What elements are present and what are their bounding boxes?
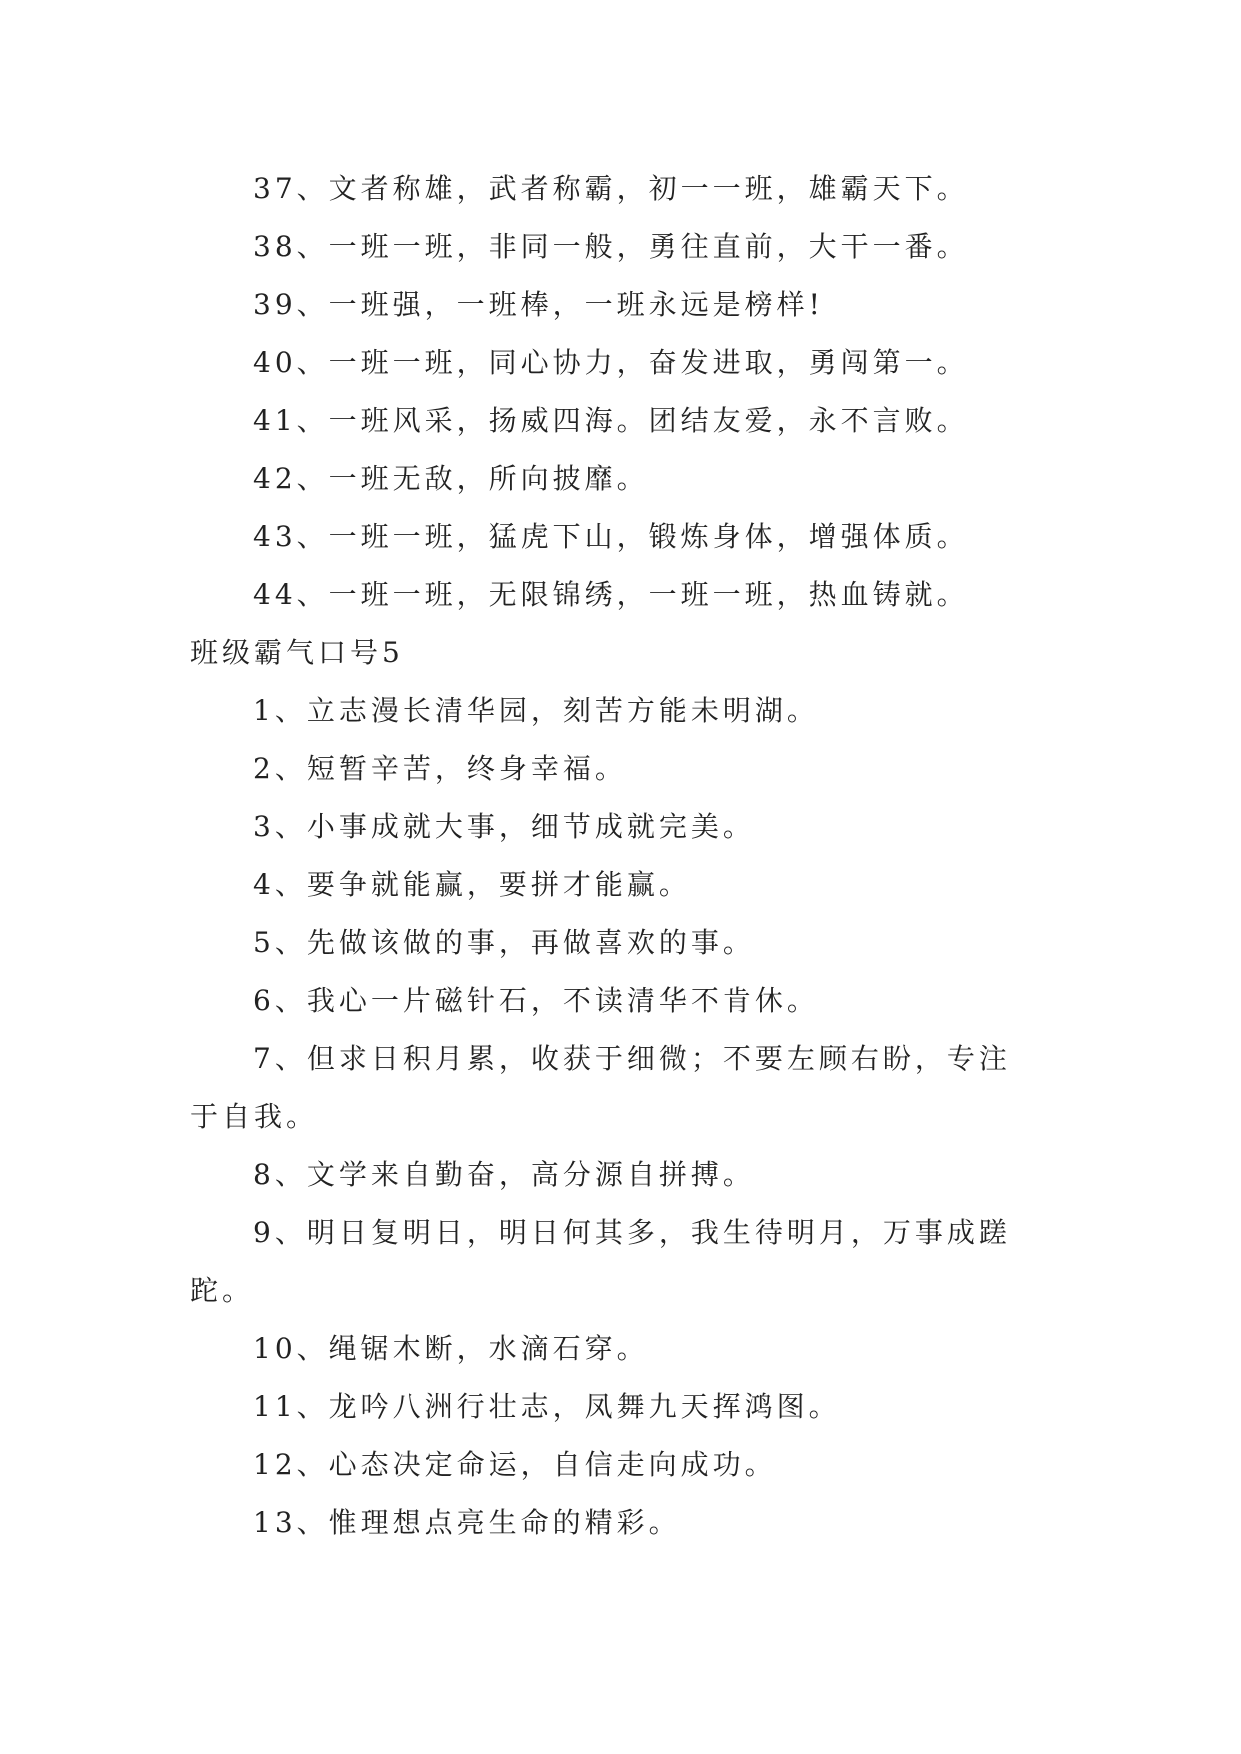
slogan-item: 6、我心一片磁针石，不读清华不肯休。 (253, 984, 819, 1017)
slogan-item: 13、惟理想点亮生命的精彩。 (253, 1506, 681, 1539)
slogan-item: 38、一班一班，非同一般，勇往直前，大干一番。 (253, 230, 969, 263)
slogan-continuation: 跎。 (190, 1274, 255, 1307)
slogan-item: 5、先做该做的事，再做喜欢的事。 (253, 926, 755, 959)
slogan-item: 10、绳锯木断，水滴石穿。 (253, 1332, 649, 1365)
slogan-item: 3、小事成就大事，细节成就完美。 (253, 810, 755, 843)
slogan-item: 1、立志漫长清华园，刻苦方能未明湖。 (253, 694, 819, 727)
document-body (190, 160, 1048, 1552)
slogan-item: 4、要争就能赢，要拼才能赢。 (253, 868, 691, 901)
slogan-item: 37、文者称雄，武者称霸，初一一班，雄霸天下。 (253, 172, 969, 205)
section-heading: 班级霸气口号5 (190, 636, 404, 669)
slogan-item: 44、一班一班，无限锦绣，一班一班，热血铸就。 (253, 578, 969, 611)
slogan-item: 39、一班强，一班棒，一班永远是榜样! (253, 288, 824, 321)
slogan-continuation: 于自我。 (190, 1100, 319, 1133)
slogan-item: 7、但求日积月累，收获于细微；不要左顾右盼，专注 (253, 1042, 1011, 1075)
slogan-item: 9、明日复明日，明日何其多，我生待明月，万事成蹉 (253, 1216, 1011, 1249)
slogan-item: 12、心态决定命运，自信走向成功。 (253, 1448, 777, 1481)
slogan-item: 43、一班一班，猛虎下山，锻炼身体，增强体质。 (253, 520, 969, 553)
slogan-item: 41、一班风采，扬威四海。团结友爱，永不言败。 (253, 404, 969, 437)
slogan-item: 2、短暂辛苦，终身幸福。 (253, 752, 627, 785)
slogan-item: 8、文学来自勤奋，高分源自拼搏。 (253, 1158, 755, 1191)
slogan-item: 40、一班一班，同心协力，奋发进取，勇闯第一。 (253, 346, 969, 379)
slogan-item: 11、龙吟八洲行壮志，凤舞九天挥鸿图。 (253, 1390, 841, 1423)
slogan-item: 42、一班无敌，所向披靡。 (253, 462, 649, 495)
